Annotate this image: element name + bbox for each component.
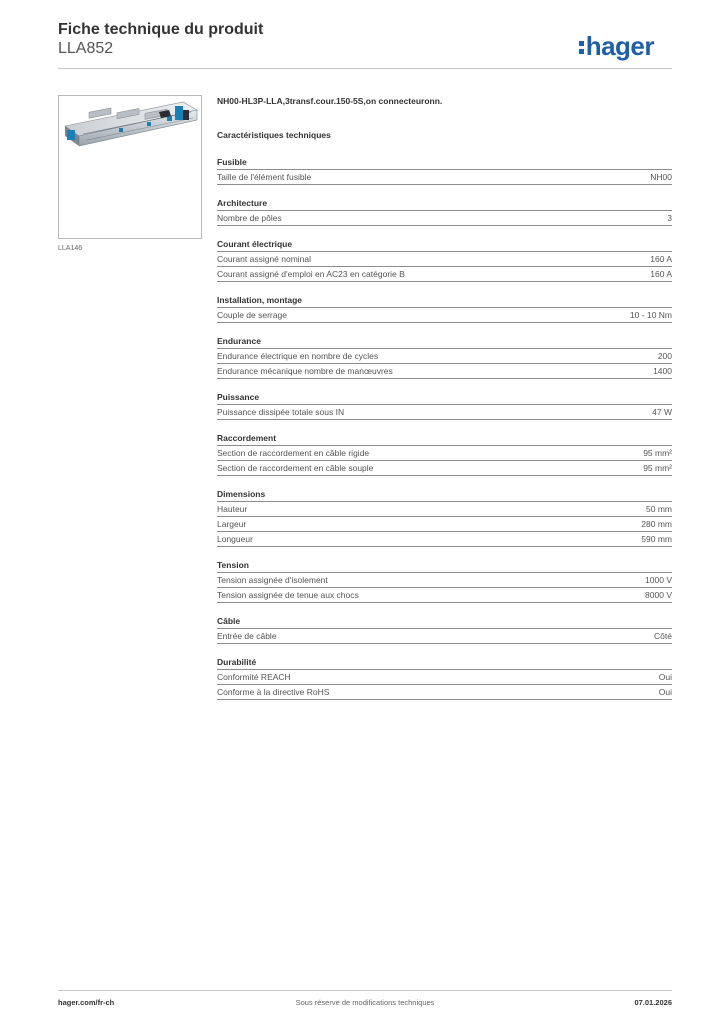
spec-value: 47 W (652, 407, 672, 417)
spec-value: 1000 V (645, 575, 672, 585)
document-header (58, 20, 672, 68)
spec-row (217, 573, 672, 588)
spec-group-title: Endurance (217, 335, 672, 349)
spec-group (217, 335, 672, 379)
spec-value: 590 mm (641, 534, 672, 544)
spec-row (217, 670, 672, 685)
spec-group (217, 156, 672, 185)
spec-row (217, 349, 672, 364)
hager-logo (579, 33, 654, 59)
spec-label: Section de raccordement en câble rigide (217, 448, 370, 458)
spec-value: 10 - 10 Nm (629, 310, 672, 320)
footer-website-link[interactable]: hager.com/fr-ch (58, 998, 115, 1007)
spec-row (217, 685, 672, 700)
spec-group (217, 656, 672, 700)
spec-group-title: Dimensions (217, 488, 672, 502)
spec-label: Nombre de pôles (217, 213, 282, 223)
spec-value: 160 A (650, 269, 672, 279)
spec-label: Endurance mécanique nombre de manœuvres (217, 366, 393, 376)
spec-group-title: Puissance (217, 391, 672, 405)
spec-group (217, 488, 672, 547)
spec-label: Tension assignée d'isolement (217, 575, 328, 585)
spec-label: Conforme à la directive RoHS (217, 687, 330, 697)
spec-group-title: Tension (217, 559, 672, 573)
spec-row (217, 170, 672, 185)
spec-value: 3 (667, 213, 672, 223)
spec-group (217, 294, 672, 323)
spec-groups (217, 156, 672, 700)
spec-group-title: Raccordement (217, 432, 672, 446)
footer-notice: Sous réserve de modifications techniques (295, 998, 435, 1007)
spec-row (217, 211, 672, 226)
spec-label: Largeur (217, 519, 247, 529)
spec-row (217, 405, 672, 420)
spec-row (217, 364, 672, 379)
spec-label: Hauteur (217, 504, 248, 514)
specifications (217, 96, 672, 712)
logo-dots-icon (579, 38, 584, 54)
product-image (58, 95, 202, 239)
spec-group (217, 559, 672, 603)
product-code: LLA852 (58, 40, 114, 57)
spec-value: 8000 V (645, 590, 672, 600)
spec-row (217, 629, 672, 644)
spec-group-title: Installation, montage (217, 294, 672, 308)
spec-row (217, 267, 672, 282)
spec-label: Courant assigné d'emploi en AC23 en catégorie B (217, 269, 405, 279)
spec-row (217, 446, 672, 461)
tech-section-title: Caractéristiques techniques (217, 130, 331, 140)
spec-row (217, 252, 672, 267)
document-title: Fiche technique du produit (58, 21, 264, 38)
spec-label: Couple de serrage (217, 310, 287, 320)
spec-label: Conformité REACH (217, 672, 291, 682)
spec-row (217, 308, 672, 323)
spec-group-title: Architecture (217, 197, 672, 211)
spec-value: 95 mm² (643, 463, 672, 473)
spec-row (217, 461, 672, 476)
spec-row (217, 502, 672, 517)
spec-value: 1400 (653, 366, 672, 376)
spec-label: Entrée de câble (217, 631, 277, 641)
spec-value: NH00 (650, 172, 672, 182)
spec-group (217, 432, 672, 476)
footer-date: 07.01.2026 (634, 998, 672, 1007)
spec-row (217, 532, 672, 547)
spec-value: 280 mm (641, 519, 672, 529)
spec-label: Longueur (217, 534, 253, 544)
spec-group (217, 238, 672, 282)
switch-disconnector-illustration (59, 96, 201, 238)
spec-value: Oui (658, 672, 672, 682)
spec-group (217, 391, 672, 420)
spec-group-title: Durabilité (217, 656, 672, 670)
spec-value: 160 A (650, 254, 672, 264)
spec-value: Oui (658, 687, 672, 697)
spec-label: Section de raccordement en câble souple (217, 463, 374, 473)
spec-value: 50 mm (646, 504, 672, 514)
spec-group-title: Fusible (217, 156, 672, 170)
logo-text: hager (585, 31, 654, 61)
spec-label: Tension assignée de tenue aux chocs (217, 590, 359, 600)
spec-group-title: Courant électrique (217, 238, 672, 252)
product-description: NH00-HL3P-LLA,3transf.cour.150-5S,on connecteuronn. (217, 96, 443, 106)
image-caption: LLA146 (58, 245, 83, 252)
spec-group (217, 615, 672, 644)
footer-divider (58, 990, 672, 991)
spec-label: Puissance dissipée totale sous IN (217, 407, 345, 417)
spec-value: Côté (654, 631, 672, 641)
spec-group (217, 197, 672, 226)
spec-value: 95 mm² (643, 448, 672, 458)
spec-label: Endurance électrique en nombre de cycles (217, 351, 379, 361)
spec-row (217, 517, 672, 532)
spec-label: Courant assigné nominal (217, 254, 312, 264)
spec-label: Taille de l'élément fusible (217, 172, 312, 182)
spec-value: 200 (657, 351, 672, 361)
spec-group-title: Câble (217, 615, 672, 629)
spec-row (217, 588, 672, 603)
header-divider (58, 68, 672, 69)
